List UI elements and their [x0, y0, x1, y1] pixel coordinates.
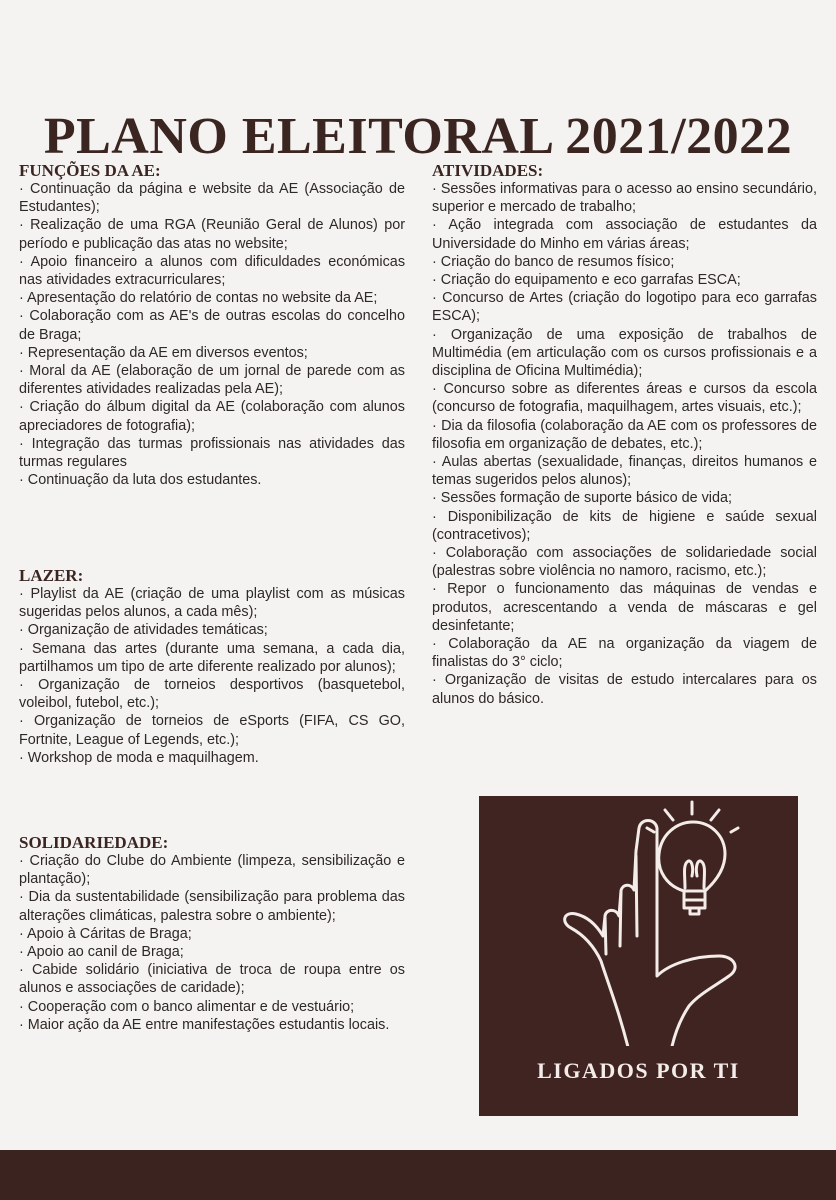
list-item: · Sessões informativas para o acesso ao ensino secundário, superior e mercado de trabalho; — [432, 180, 817, 216]
list-item: · Criação do banco de resumos físico; — [432, 253, 817, 271]
list-item: · Representação da AE em diversos eventos; — [19, 344, 405, 362]
list-item: · Aulas abertas (sexualidade, finanças, direitos humanos e temas sugeridos pelos alunos); — [432, 453, 817, 489]
list-item: · Cooperação com o banco alimentar e de vestuário; — [19, 998, 405, 1016]
list-item: · Apoio ao canil de Braga; — [19, 943, 405, 961]
list-item: · Criação do equipamento e eco garrafas ESCA; — [432, 271, 817, 289]
page-title: PLANO ELEITORAL 2021/2022 — [43, 107, 793, 165]
atividades-list — [432, 180, 817, 708]
list-item: · Playlist da AE (criação de uma playlist com as músicas sugeridas pelos alunos, a cada mês); — [19, 585, 405, 621]
list-item: · Criação do Clube do Ambiente (limpeza, sensibilização e plantação); — [19, 852, 405, 888]
lazer-section — [19, 567, 405, 767]
hand-lightbulb-icon — [479, 796, 798, 1046]
list-item: · Integração das turmas profissionais nas atividades das turmas regulares — [19, 435, 405, 471]
funcoes-list — [19, 180, 405, 489]
list-item: · Continuação da página e website da AE (Associação de Estudantes); — [19, 180, 405, 216]
list-item: · Apoio financeiro a alunos com dificuldades económicas nas atividades extracurriculares; — [19, 253, 405, 289]
list-item: · Moral da AE (elaboração de um jornal de parede com as diferentes atividades realizadas pela AE); — [19, 362, 405, 398]
list-item: · Apresentação do relatório de contas no website da AE; — [19, 289, 405, 307]
list-item: · Colaboração da AE na organização da viagem de finalistas do 3° ciclo; — [432, 635, 817, 671]
solidariedade-heading: SOLIDARIEDADE: — [19, 833, 169, 852]
list-item: · Disponibilização de kits de higiene e saúde sexual (contracetivos); — [432, 508, 817, 544]
logo-box — [479, 796, 798, 1116]
list-item: · Continuação da luta dos estudantes. — [19, 471, 405, 489]
atividades-section — [432, 162, 817, 708]
list-item: · Organização de atividades temáticas; — [19, 621, 405, 639]
logo-text: LIGADOS POR TI — [537, 1058, 740, 1083]
list-item: · Organização de torneios de eSports (FIFA, CS GO, Fortnite, League of Legends, etc.); — [19, 712, 405, 748]
list-item: · Cabide solidário (iniciativa de troca de roupa entre os alunos e associações de caridade); — [19, 961, 405, 997]
list-item: · Concurso sobre as diferentes áreas e cursos da escola (concurso de fotografia, maquilhagem, artes visuais, etc.); — [432, 380, 817, 416]
list-item: · Colaboração com associações de solidariedade social (palestras sobre violência no namoro, racismo, etc.); — [432, 544, 817, 580]
list-item: · Dia da sustentabilidade (sensibilização para problema das alterações climáticas, palestra sobre o ambiente); — [19, 888, 405, 924]
list-item: · Organização de visitas de estudo intercalares para os alunos do básico. — [432, 671, 817, 707]
list-item: · Dia da filosofia (colaboração da AE com os professores de filosofia em organização de debates, etc.); — [432, 417, 817, 453]
solidariedade-section — [19, 834, 405, 1034]
list-item: · Organização de torneios desportivos (basquetebol, voleibol, futebol, etc.); — [19, 676, 405, 712]
solidariedade-list — [19, 852, 405, 1034]
list-item: · Apoio à Cáritas de Braga; — [19, 925, 405, 943]
list-item: · Workshop de moda e maquilhagem. — [19, 749, 405, 767]
list-item: · Sessões formação de suporte básico de vida; — [432, 489, 817, 507]
list-item: · Concurso de Artes (criação do logotipo para eco garrafas ESCA); — [432, 289, 817, 325]
lazer-heading: LAZER: — [19, 566, 84, 585]
list-item: · Organização de uma exposição de trabalhos de Multimédia (em articulação com os cursos profissionais e a disciplina de Oficina Multimédia); — [432, 326, 817, 381]
list-item: · Maior ação da AE entre manifestações estudantis locais. — [19, 1016, 405, 1034]
bottom-band — [0, 1150, 836, 1200]
lazer-list — [19, 585, 405, 767]
list-item: · Realização de uma RGA (Reunião Geral de Alunos) por período e publicação das atas no website; — [19, 216, 405, 252]
list-item: · Criação do álbum digital da AE (colaboração com alunos apreciadores de fotografia); — [19, 398, 405, 434]
list-item: · Repor o funcionamento das máquinas de vendas e produtos, acrescentando a venda de máscaras e gel desinfetante; — [432, 580, 817, 635]
funcoes-heading: FUNÇÕES DA AE: — [19, 161, 161, 180]
atividades-heading: ATIVIDADES: — [432, 161, 544, 180]
funcoes-section — [19, 162, 405, 489]
list-item: · Ação integrada com associação de estudantes da Universidade do Minho em várias áreas; — [432, 216, 817, 252]
list-item: · Colaboração com as AE's de outras escolas do concelho de Braga; — [19, 307, 405, 343]
list-item: · Semana das artes (durante uma semana, a cada dia, partilhamos um tipo de arte diferente realizado por alunos); — [19, 640, 405, 676]
